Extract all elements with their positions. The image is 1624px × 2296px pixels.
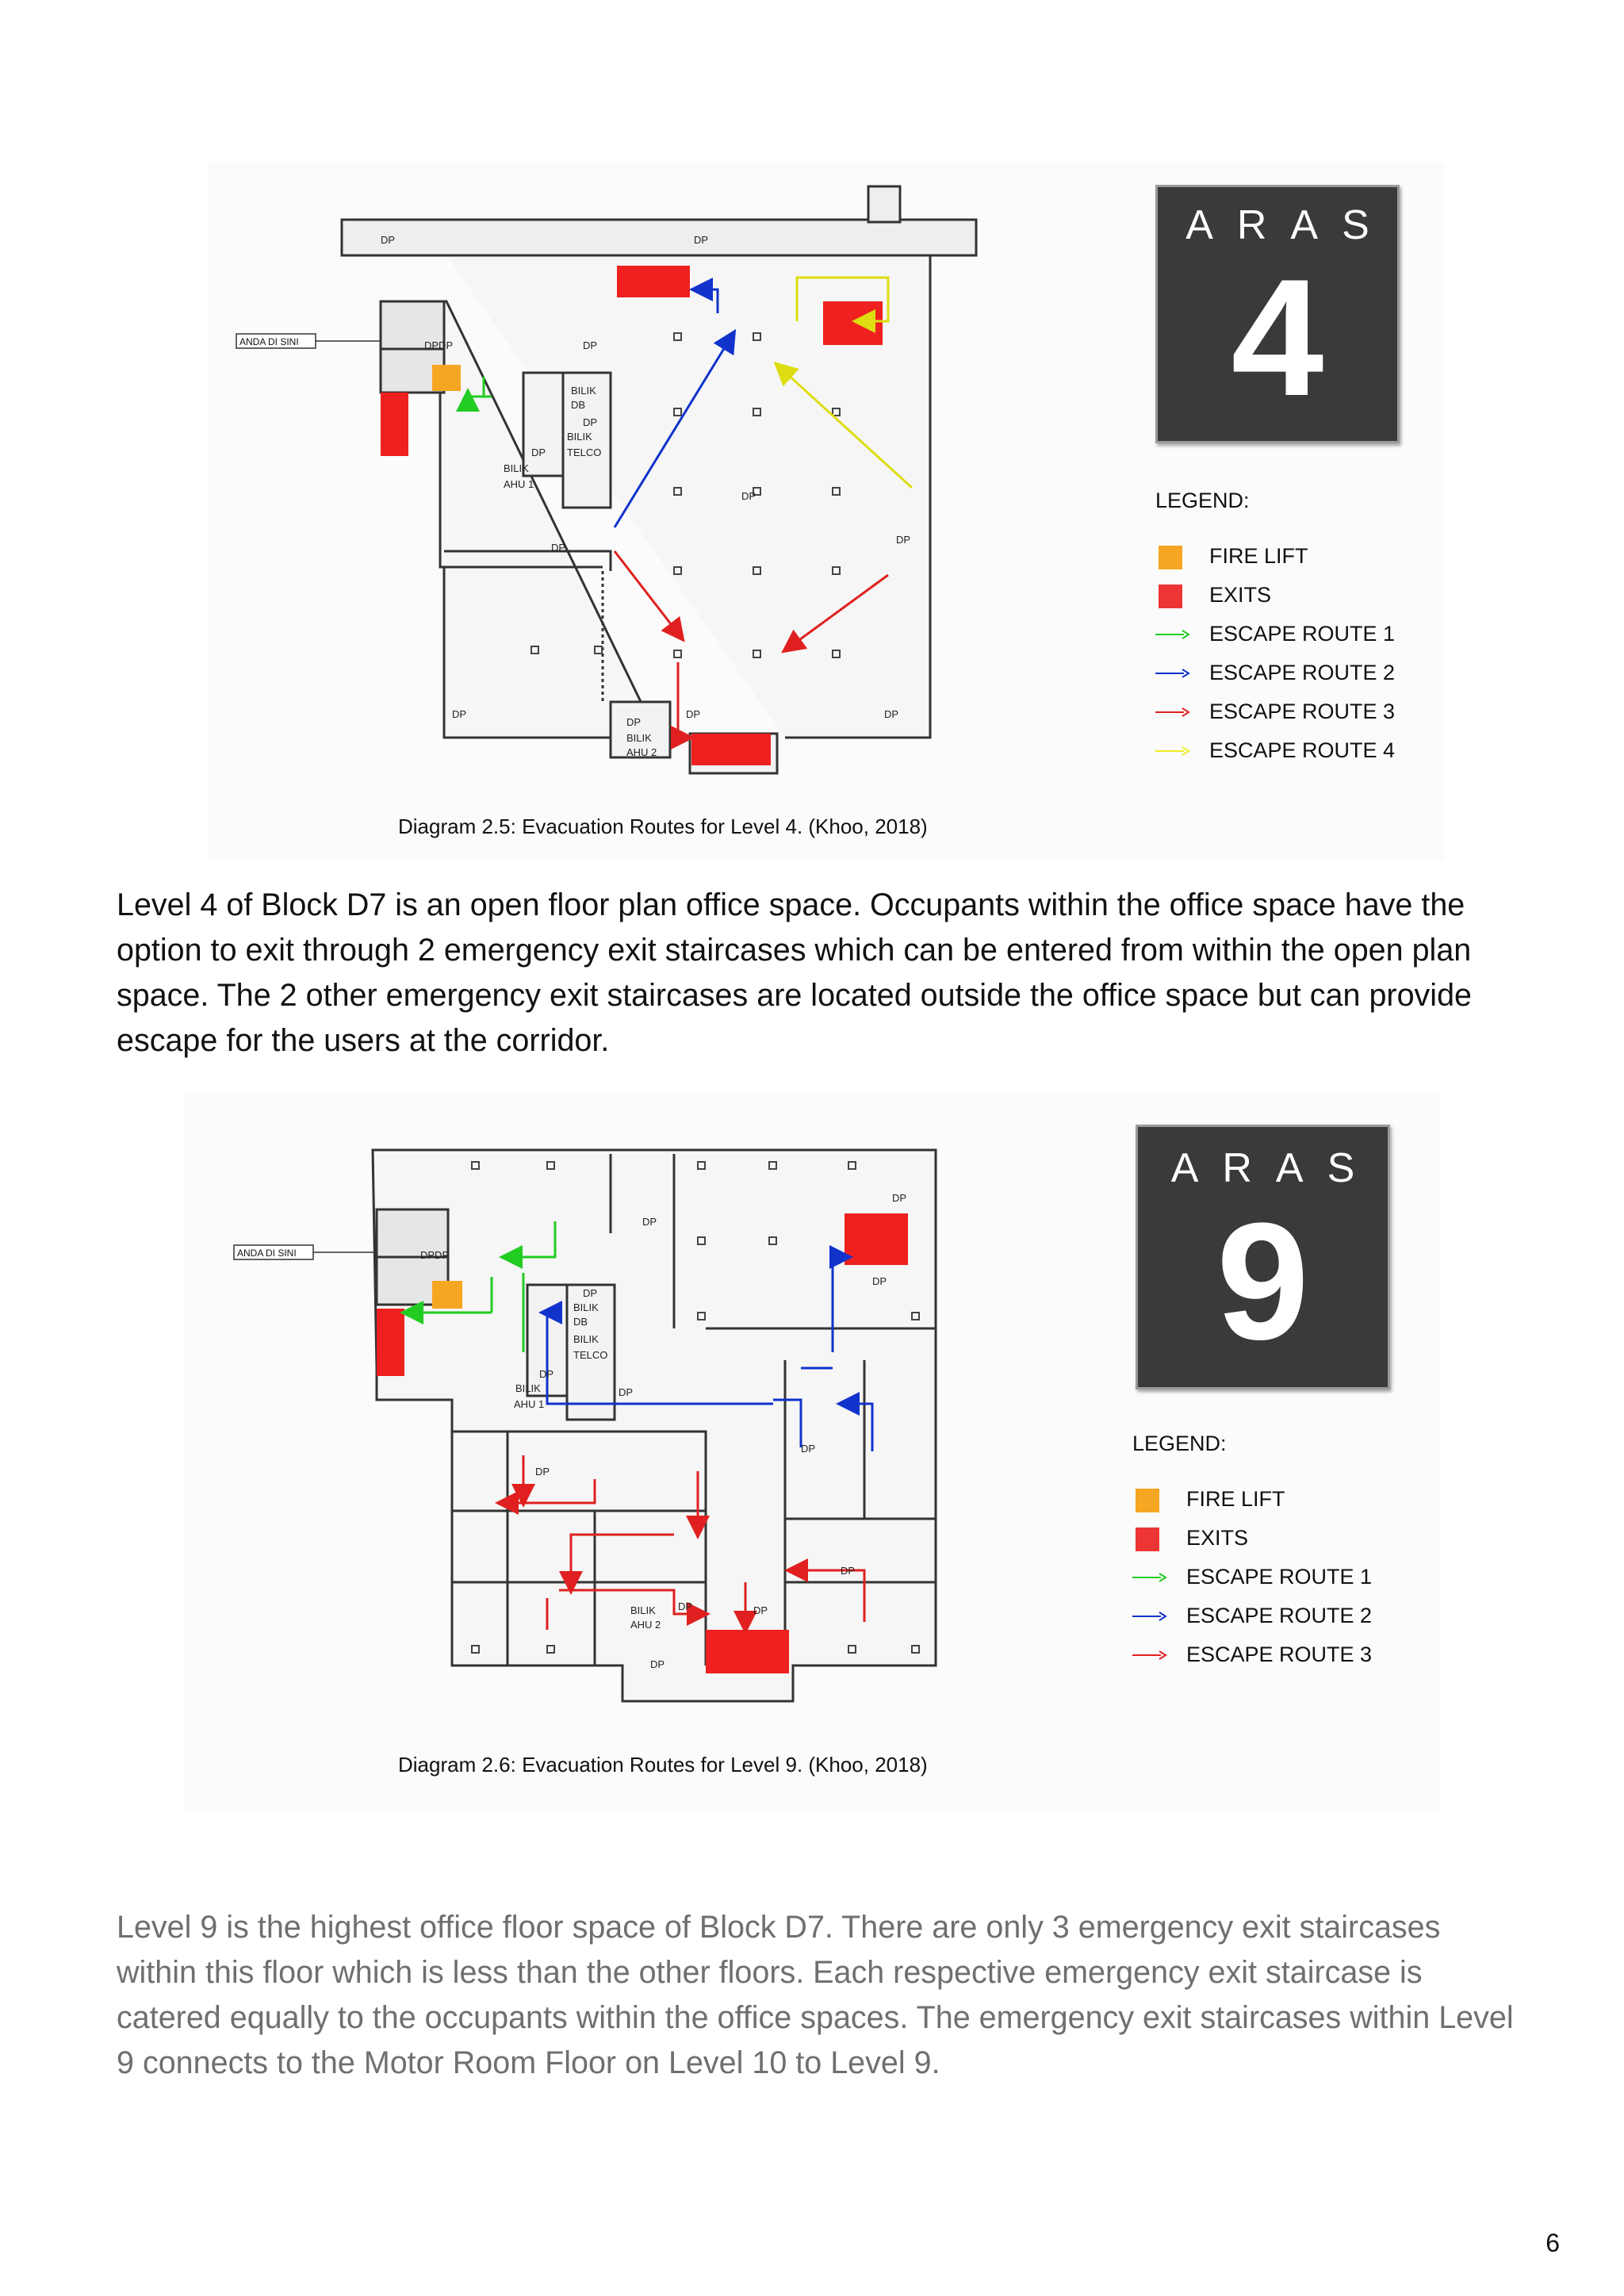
floor-plan-level-9 — [230, 1138, 944, 1721]
page-number: 6 — [1545, 2229, 1560, 2257]
plan-label-dp: DP — [650, 1658, 665, 1670]
legend-item-escape-route-1: ESCAPE ROUTE 1 — [1155, 615, 1395, 654]
plan-label-bilik: BILIK — [573, 1333, 599, 1345]
legend-item-escape-route-2: ESCAPE ROUTE 2 — [1132, 1596, 1372, 1635]
plan-label-bilik: BILIK — [567, 431, 592, 443]
plan-label-dp: DP — [583, 339, 598, 351]
figure-caption-level-4: Diagram 2.5: Evacuation Routes for Level 4. (Khoo, 2018) — [398, 815, 928, 838]
you-are-here-label: ANDA DI SINI — [239, 336, 299, 347]
plan-label-bilik: BILIK — [630, 1604, 656, 1616]
paragraph-level-4: Level 4 of Block D7 is an open floor plan office space. Occupants within the office space have the option to exit through 2 emergency exit staircases which can be entered from within the open plan space. The 2 other emergency exit staircases are located outside the office space but can provide escape for the users at the corridor. — [117, 887, 1473, 1058]
plan-label-dpdp: DPDP — [424, 339, 454, 351]
plan-label-dpdp: DPDP — [420, 1249, 450, 1261]
plan-label-ahu1: AHU 1 — [514, 1398, 545, 1410]
plan-label-ahu1: AHU 1 — [504, 478, 534, 490]
plan-label-dp: DP — [381, 234, 396, 246]
paragraph-level-9: Level 9 is the highest office floor space of Block D7. There are only 3 emergency exit staircases within this floor which is less than the other floors. Each respective emergency exit staircase is catered equally to the occupants within the office spaces. The emergency exit staircases within Level 9 connects to the Motor Room Floor on Level 10 to Level 9. — [117, 1910, 1514, 2080]
level-sign-word: ARAS — [1170, 1145, 1379, 1191]
plan-label-dp: DP — [531, 447, 546, 458]
legend-title: LEGEND: — [1155, 489, 1250, 512]
plan-label-bilik: BILIK — [573, 1301, 599, 1313]
arrow-right-icon — [1132, 1571, 1167, 1584]
level-sign-9 — [1136, 1125, 1390, 1389]
level-sign-4 — [1155, 185, 1400, 443]
plan-label-dp: DP — [801, 1443, 816, 1455]
arrow-right-icon — [1155, 706, 1190, 719]
plan-label-dp: DP — [551, 542, 566, 554]
legend-title: LEGEND: — [1132, 1432, 1227, 1455]
plan-label-telco: TELCO — [573, 1349, 608, 1361]
plan-label-bilik: BILIK — [515, 1382, 541, 1394]
plan-label-dp: DP — [892, 1192, 907, 1204]
plan-label-db: DB — [571, 399, 586, 411]
plan-label-dp: DP — [872, 1275, 887, 1287]
plan-label-telco: TELCO — [567, 447, 602, 458]
legend-item-exits: EXITS — [1155, 576, 1395, 615]
legend-item-fire-lift: FIRE LIFT — [1155, 537, 1395, 576]
plan-label-dp: DP — [626, 716, 642, 728]
arrow-right-icon — [1155, 628, 1190, 641]
figure-caption-level-9: Diagram 2.6: Evacuation Routes for Level 9. (Khoo, 2018) — [398, 1753, 928, 1777]
you-are-here-label: ANDA DI SINI — [237, 1248, 297, 1259]
level-sign-word: ARAS — [1185, 202, 1393, 248]
arrow-right-icon — [1155, 667, 1190, 680]
legend-item-escape-route-3: ESCAPE ROUTE 3 — [1132, 1635, 1372, 1674]
legend-level-4 — [1155, 489, 1395, 770]
plan-label-dp: DP — [535, 1466, 550, 1478]
plan-label-dp: DP — [884, 708, 899, 720]
floor-plan-level-4 — [230, 178, 991, 801]
legend-item-fire-lift: FIRE LIFT — [1132, 1480, 1372, 1519]
plan-label-dp: DP — [841, 1565, 856, 1577]
plan-label-ahu2: AHU 2 — [626, 746, 657, 758]
plan-label-dp: DP — [753, 1604, 768, 1616]
plan-label-ahu2: AHU 2 — [630, 1619, 661, 1631]
legend-item-exits: EXITS — [1132, 1519, 1372, 1558]
legend-item-escape-route-4: ESCAPE ROUTE 4 — [1155, 731, 1395, 770]
legend-item-escape-route-3: ESCAPE ROUTE 3 — [1155, 692, 1395, 731]
legend-item-escape-route-2: ESCAPE ROUTE 2 — [1155, 654, 1395, 692]
plan-label-dp: DP — [741, 490, 756, 502]
plan-label-dp: DP — [619, 1386, 634, 1398]
plan-label-dp: DP — [694, 234, 709, 246]
plan-label-dp: DP — [896, 534, 911, 546]
legend-level-9 — [1132, 1432, 1372, 1674]
plan-label-dp: DP — [452, 708, 467, 720]
plan-label-dp: DP — [539, 1368, 554, 1380]
level-sign-number: 4 — [1231, 244, 1324, 431]
arrow-right-icon — [1132, 1649, 1167, 1662]
level-sign-number: 9 — [1216, 1188, 1309, 1374]
plan-label-dp: DP — [686, 708, 701, 720]
plan-label-dp: DP — [583, 416, 598, 428]
plan-label-db: DB — [573, 1316, 588, 1328]
plan-label-bilik: BILIK — [626, 732, 652, 744]
arrow-right-icon — [1132, 1610, 1167, 1623]
arrow-right-icon — [1155, 745, 1190, 757]
plan-label-bilik: BILIK — [571, 385, 596, 397]
plan-label-dp: DP — [583, 1287, 598, 1299]
plan-label-dp: DP — [678, 1600, 693, 1612]
legend-item-escape-route-1: ESCAPE ROUTE 1 — [1132, 1558, 1372, 1596]
plan-label-bilik: BILIK — [504, 462, 529, 474]
plan-label-dp: DP — [642, 1216, 657, 1228]
